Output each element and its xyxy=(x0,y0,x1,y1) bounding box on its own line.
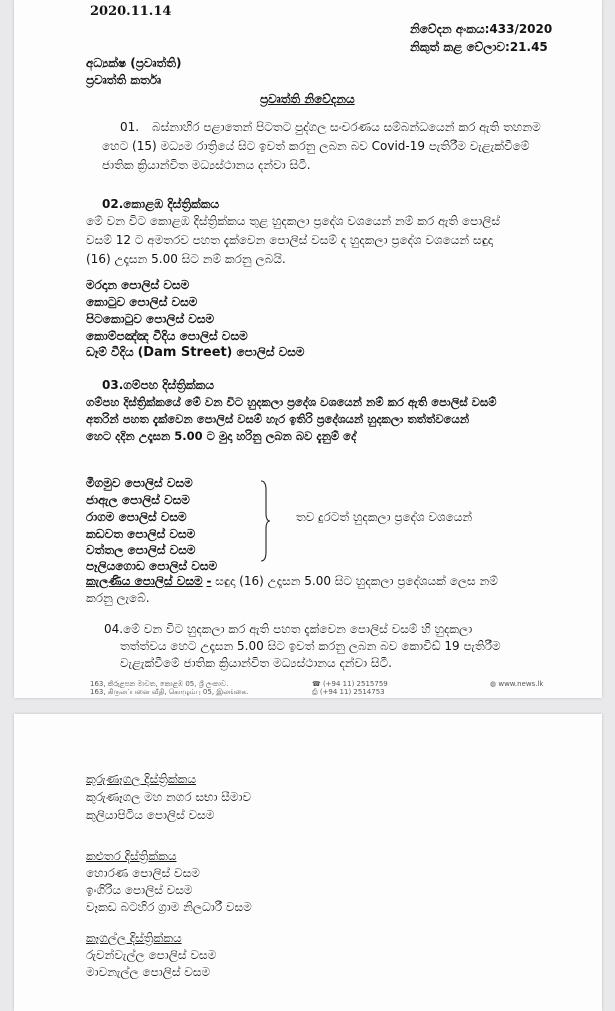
section-03-line-3: හෙට දදින උදෑසන 5.00 ට මුදා හරිනු ලබන බව දැනුම් දේ xyxy=(86,429,357,443)
document-title: ප්‍රවෘත්ති නිවේදනය xyxy=(260,92,355,106)
fax-icon: ⎙ xyxy=(312,688,320,696)
kegalle-area: මාවනැල්ල පොලිස් වසම xyxy=(86,965,211,979)
footer-address-tamil: 163, கிருலப்பனை வீதி, கொழும்பு 05, இலங்கை. xyxy=(90,688,249,696)
colombo-police-area-dam-street: ඩෑම් වීදිය (Dam Street) පොලිස් වසම xyxy=(86,345,305,360)
kelaniya-police-area: කැලණිය පොලිස් වසම - සඳුදා (16) උදෑසන 5.00 සිට හුදකලා ප්‍රදේශයක් ලෙස නම් xyxy=(86,574,498,588)
section-03-line-1: ගම්පහ දිස්ත්‍රික්කයේ මේ වන විට හුදකලා ප්‍රදේශ වශයෙන් නම් කර ඇති පොලිස් වසම් xyxy=(86,395,497,409)
section-01-number: 01. xyxy=(120,120,140,134)
kurunegala-heading: කුරුණෑගල දිස්ත්‍රික්කය xyxy=(86,772,196,786)
kalutara-area: වෑකඩ බටහිර ග්‍රාම නිලධාරී වසම xyxy=(86,900,252,914)
section-03-heading: 03.ගම්පහ දිස්ත්‍රික්කය xyxy=(102,378,215,392)
section-02-line-3: (16) උදෑසන 5.00 සිට නම් කරනු ලබයි. xyxy=(86,252,286,266)
gampaha-police-area: රාගම පොලිස් වසම xyxy=(86,510,187,524)
section-04-line-2: තත්ත්වය හෙට උදෑසන 5.00 සිට ඉවත් කරනු ලබන බව කොවිඩ් 19 පැතිරීම xyxy=(120,639,501,653)
section-01-line-1: බස්නාහිර පළාතෙන් පිටතට පුද්ගල සංචරණය සම්බන්ධයෙන් කර ඇති තහනම xyxy=(152,120,541,134)
brace-note: තව දුරටත් හුදකලා ප්‍රදේශ වශයෙන් xyxy=(296,510,473,524)
addressee-director: අධ්‍යක්ෂ (ප්‍රවෘත්ති) xyxy=(86,56,182,70)
kalutara-area: ඉංගිරිය පොලිස් වසම xyxy=(86,883,193,897)
footer-address-sinhala: 163, කිරුළපන මාවත, කොළඹ 05, ශ්‍රී ලංකාව. xyxy=(90,680,229,688)
gampaha-police-area: ජාඇල පොලිස් වසම xyxy=(86,493,190,507)
colombo-police-area: පිටකොටුව පොලිස් වසම xyxy=(86,312,215,326)
document-page-1 xyxy=(14,0,602,698)
release-number: නිවේදන අංකය:433/2020 xyxy=(410,22,553,36)
section-03-line-2: අතරින් පහත දැක්වෙන පොලිස් වසම් හැර ඉතිරි ප්‍රදේශයන් හුදකලා තත්ත්වයෙන් xyxy=(86,412,470,426)
footer-fax: ⎙ (+94 11) 2514753 xyxy=(312,688,385,696)
gampaha-police-area: වත්තල පොලිස් වසම xyxy=(86,543,196,557)
kelaniya-line-2: කරනු ලැබේ. xyxy=(86,591,150,605)
right-brace xyxy=(260,480,270,562)
release-time: නිකුත් කළ වේලාව:21.45 xyxy=(410,40,548,54)
section-04-line-1: 04.මේ වන විට හුදකලා කර ඇති පහත දැක්වෙන පොලිස් වසම් හි හුදකලා xyxy=(104,622,473,636)
kurunegala-area: කුලියාපිටිය පොලිස් වසම xyxy=(86,808,215,822)
colombo-police-area: කොම්පඤ්ඤ වීදිය පොලිස් වසම xyxy=(86,329,248,343)
colombo-police-area: කොටුව පොලිස් වසම xyxy=(86,295,198,309)
section-01-line-3: ජාතික ක්‍රියාන්විත මධ්‍යස්ථානය දන්වා සිටී. xyxy=(102,158,311,172)
gampaha-police-area: පෑලියගොඩ පොලිස් වසම xyxy=(86,559,218,573)
colombo-police-area: මරදාන පොලිස් වසම xyxy=(86,278,190,292)
section-02-heading: 02.කොළඹ දිස්ත්‍රික්කය xyxy=(102,197,220,211)
addressee-editor: ප්‍රවෘත්ති කර්තෘ xyxy=(86,73,162,87)
document-page-2 xyxy=(14,714,602,1011)
section-02-line-2: වසම් 12 ට අමතරව පහත දැක්වෙන පොලිස් වසම් ද හුදකලා ප්‍රදේශ වශයෙන් සඳුදා xyxy=(86,233,494,247)
footer-phone: ☎ (+94 11) 2515759 xyxy=(312,680,388,688)
section-02-line-1: මේ වන විට කොළඹ දිස්ත්‍රික්කය තුළ හුදකලා ප්‍රදේශ වශයෙන් නම් කර ඇති පොලිස් xyxy=(86,214,500,228)
section-04-line-3: වැළැක්වීමේ ජාතික ක්‍රියාන්විත මධ්‍යස්ථානය දන්වා සිටී. xyxy=(120,656,392,670)
gampaha-police-area: කඩවත පොලිස් වසම xyxy=(86,527,196,541)
footer-website: ◍ www.news.lk xyxy=(490,680,544,688)
release-date: 2020.11.14 xyxy=(90,4,172,19)
kegalle-area: රුවන්වැල්ල පොලිස් වසම xyxy=(86,948,217,962)
kalutara-area: හොරණ පොලිස් වසම xyxy=(86,866,200,880)
kurunegala-area: කුරුණෑගල මහ නගර සභා සීමාව xyxy=(86,790,252,804)
kegalle-heading: කෑගල්ල දිස්ත්‍රික්කය xyxy=(86,931,182,945)
gampaha-police-area: මීගමුව පොලිස් වසම xyxy=(86,476,193,490)
globe-icon: ◍ xyxy=(490,680,499,688)
kalutara-heading: කළුතර දිස්ත්‍රික්කය xyxy=(86,849,177,863)
section-01-line-2: හෙට (15) මධ්‍යම රාත්‍රියේ සිට ඉවත් කරනු ලබන බව Covid-19 පැතිරීම වැළැක්වීමේ xyxy=(102,139,530,153)
phone-icon: ☎ xyxy=(312,680,323,688)
